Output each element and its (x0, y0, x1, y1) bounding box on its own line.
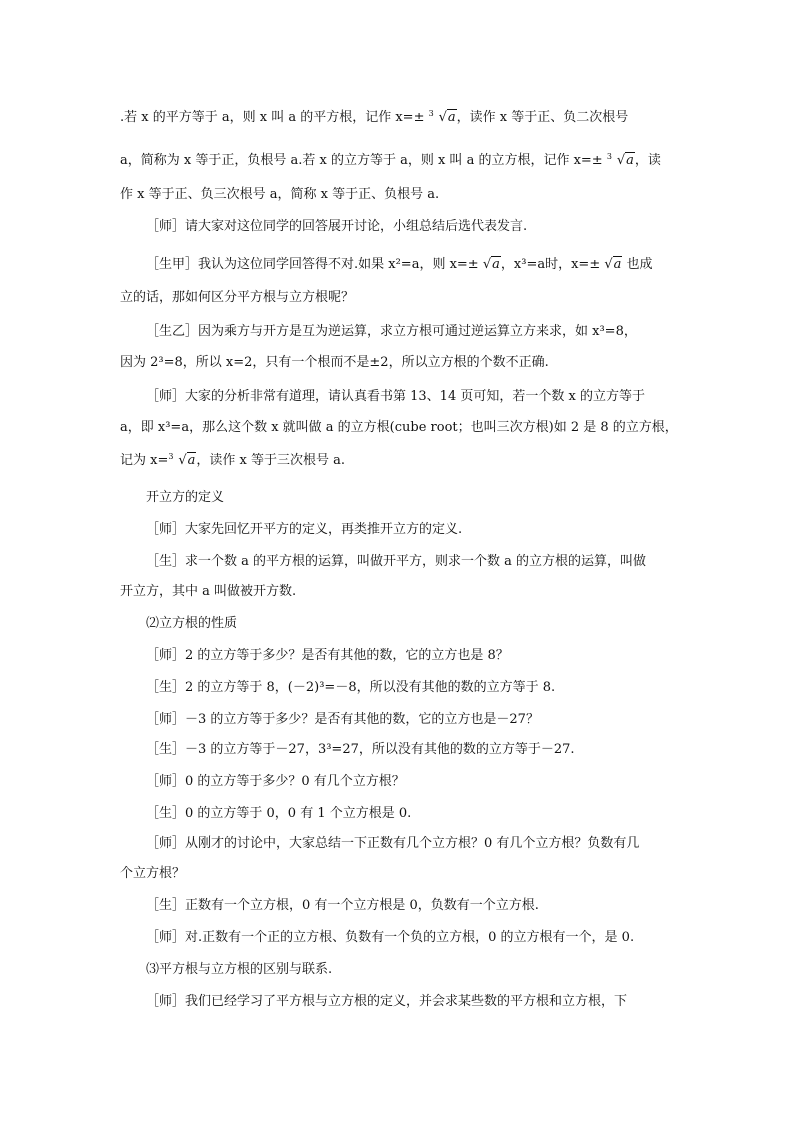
text-line: ［师］从刚才的讨论中，大家总结一下正数有几个立方根？0 有几个立方根？负数有几 (146, 836, 640, 851)
line1-a: .若 x 的平方等于 a，则 x 叫 a 的平方根，记作 x=± (120, 110, 429, 125)
cube-root-symbol: 3 √a (168, 452, 196, 468)
cube-root-symbol: 3 √a (606, 152, 634, 168)
text-line: ［师］大家先回忆开平方的定义，再类推开立方的定义. (146, 522, 463, 537)
text-line: ［生甲］我认为这位同学回答得不对.如果 x²=a，则 x=± √a，x³=a时，x=± √a 也成 (146, 257, 653, 272)
text-line: ［师］我们已经学习了平方根与立方根的定义，并会求某些数的平方根和立方根，下 (146, 994, 628, 1009)
text-line: 记为 x= 3 √a，读作 x 等于三次根号 a. (120, 452, 346, 468)
square-root-symbol: √a (604, 257, 622, 272)
text-line: 开立方，其中 a 叫做被开方数. (120, 584, 297, 599)
text-line: ［师］－3 的立方等于多少？是否有其他的数，它的立方也是－27？ (146, 712, 539, 727)
text-line: 个立方根？ (120, 866, 186, 881)
text-line: 作 x 等于正、负三次根号 a，简称 x 等于正、负根号 a. (120, 187, 440, 202)
text-line: a，简称为 x 等于正，负根号 a.若 x 的立方等于 a，则 x 叫 a 的立方根，记作 x=± 3 √a，读 (120, 152, 661, 168)
text-line: ［生］2 的立方等于 8，(－2)³=－8，所以没有其他的数的立方等于 8. (146, 680, 556, 695)
text-line: ⑶平方根与立方根的区别与联系. (146, 962, 333, 977)
cube-root-symbol: 3 √a (428, 109, 456, 125)
text-line: ［生］0 的立方等于 0，0 有 1 个立方根是 0. (146, 806, 412, 821)
text-line: ［师］2 的立方等于多少？是否有其他的数，它的立方也是 8？ (146, 648, 509, 663)
text-line: ［师］请大家对这位同学的回答展开讨论，小组总结后选代表发言. (146, 219, 528, 234)
line1-b: ，读作 x 等于正、负二次根号 (456, 110, 629, 125)
text-line: ⑵立方根的性质 (146, 616, 238, 631)
text-line: 因为 2³=8，所以 x=2，只有一个根而不是±2，所以立方根的个数不正确. (120, 355, 549, 370)
text-line: ［师］0 的立方等于多少？0 有几个立方根？ (146, 774, 405, 789)
text-line: ［生］求一个数 a 的平方根的运算，叫做开平方，则求一个数 a 的立方根的运算，叫做 (146, 554, 647, 569)
text-line: ［师］对.正数有一个正的立方根、负数有一个负的立方根，0 的立方根有一个，是 0. (146, 930, 635, 945)
text-line (120, 109, 628, 127)
text-line: 开立方的定义 (146, 490, 225, 505)
text-line: ［生］正数有一个立方根，0 有一个立方根是 0，负数有一个立方根. (146, 898, 539, 913)
square-root-symbol: √a (482, 257, 500, 272)
text-line: ［生］－3 的立方等于－27，3³=27，所以没有其他的数的立方等于－27. (146, 742, 575, 757)
text-line: a，即 x³=a，那么这个数 x 就叫做 a 的立方根(cube root；也叫三次方根)如 2 是 8 的立方根， (120, 420, 678, 435)
text-line: ［生乙］因为乘方与开方是互为逆运算，求立方根可通过逆运算立方来求，如 x³=8， (146, 324, 637, 339)
text-line: ［师］大家的分析非常有道理，请认真看书第 13、14 页可知，若一个数 x 的立方等于 (146, 389, 645, 404)
text-line: 立的话，那如何区分平方根与立方根呢？ (120, 290, 355, 305)
